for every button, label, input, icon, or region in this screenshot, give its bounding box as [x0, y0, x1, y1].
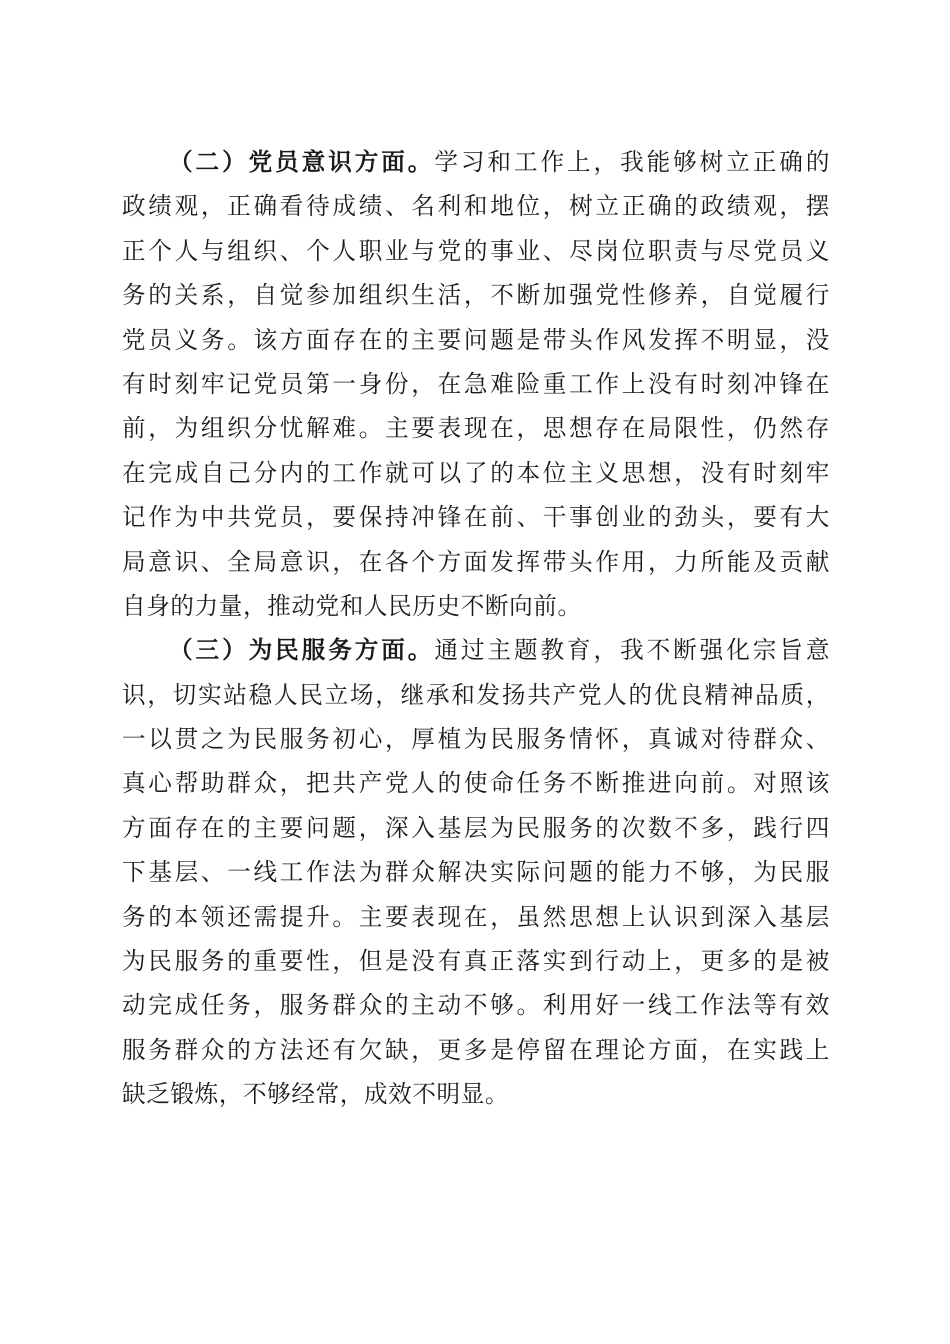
paragraph-line: 有时刻牢记党员第一身份，在急难险重工作上没有时刻冲锋在 [122, 369, 830, 398]
paragraph-line: 前，为组织分忧解难。主要表现在，思想存在局限性，仍然存 [122, 414, 830, 443]
paragraph-line: 党员义务。该方面存在的主要问题是带头作风发挥不明显，没 [122, 325, 830, 354]
paragraph-line: （二）党员意识方面。学习和工作上，我能够树立正确的 [169, 148, 831, 176]
paragraph-line: 局意识、全局意识，在各个方面发挥带头作用，力所能及贡献 [122, 547, 830, 576]
document-body [122, 140, 830, 1117]
paragraph-line: 缺乏锻炼，不够经常，成效不明显。 [122, 1080, 510, 1109]
paragraph-line: 政绩观，正确看待成绩、名利和地位，树立正确的政绩观，摆 [122, 192, 830, 221]
paragraph-line: 真心帮助群众，把共产党人的使命任务不断推进向前。对照该 [122, 769, 830, 798]
paragraph-line: 服务群众的方法还有欠缺，更多是停留在理论方面，在实践上 [122, 1035, 830, 1064]
paragraph-line: 记作为中共党员，要保持冲锋在前、干事创业的劲头，要有大 [122, 503, 830, 532]
paragraph-line: 在完成自己分内的工作就可以了的本位主义思想，没有时刻牢 [122, 458, 830, 487]
paragraph-line: 动完成任务，服务群众的主动不够。利用好一线工作法等有效 [122, 991, 830, 1020]
paragraph-line: （三）为民服务方面。通过主题教育，我不断强化宗旨意 [169, 636, 831, 665]
section-heading: （三）为民服务方面。 [169, 636, 435, 665]
paragraph-line: 正个人与组织、个人职业与党的事业、尽岗位职责与尽党员义 [122, 236, 830, 265]
paragraph-line: 识，切实站稳人民立场，继承和发扬共产党人的优良精神品质， [122, 680, 830, 709]
paragraph-line: 为民服务的重要性，但是没有真正落实到行动上，更多的是被 [122, 947, 830, 976]
paragraph-line: 务的本领还需提升。主要表现在，虽然思想上认识到深入基层 [122, 902, 830, 931]
paragraph-line: 自身的力量，推动党和人民历史不断向前。 [122, 591, 582, 620]
paragraph-line: 务的关系，自觉参加组织生活，不断加强党性修养，自觉履行 [122, 281, 830, 310]
paragraph-line: 一以贯之为民服务初心，厚植为民服务情怀，真诚对待群众、 [122, 725, 830, 754]
section-serving-people [122, 628, 830, 1116]
section-party-awareness [122, 140, 830, 628]
paragraph-line: 下基层、一线工作法为群众解决实际问题的能力不够，为民服 [122, 858, 830, 887]
section-heading: （二）党员意识方面。 [169, 148, 435, 176]
paragraph-line: 方面存在的主要问题，深入基层为民服务的次数不多，践行四 [122, 813, 830, 842]
